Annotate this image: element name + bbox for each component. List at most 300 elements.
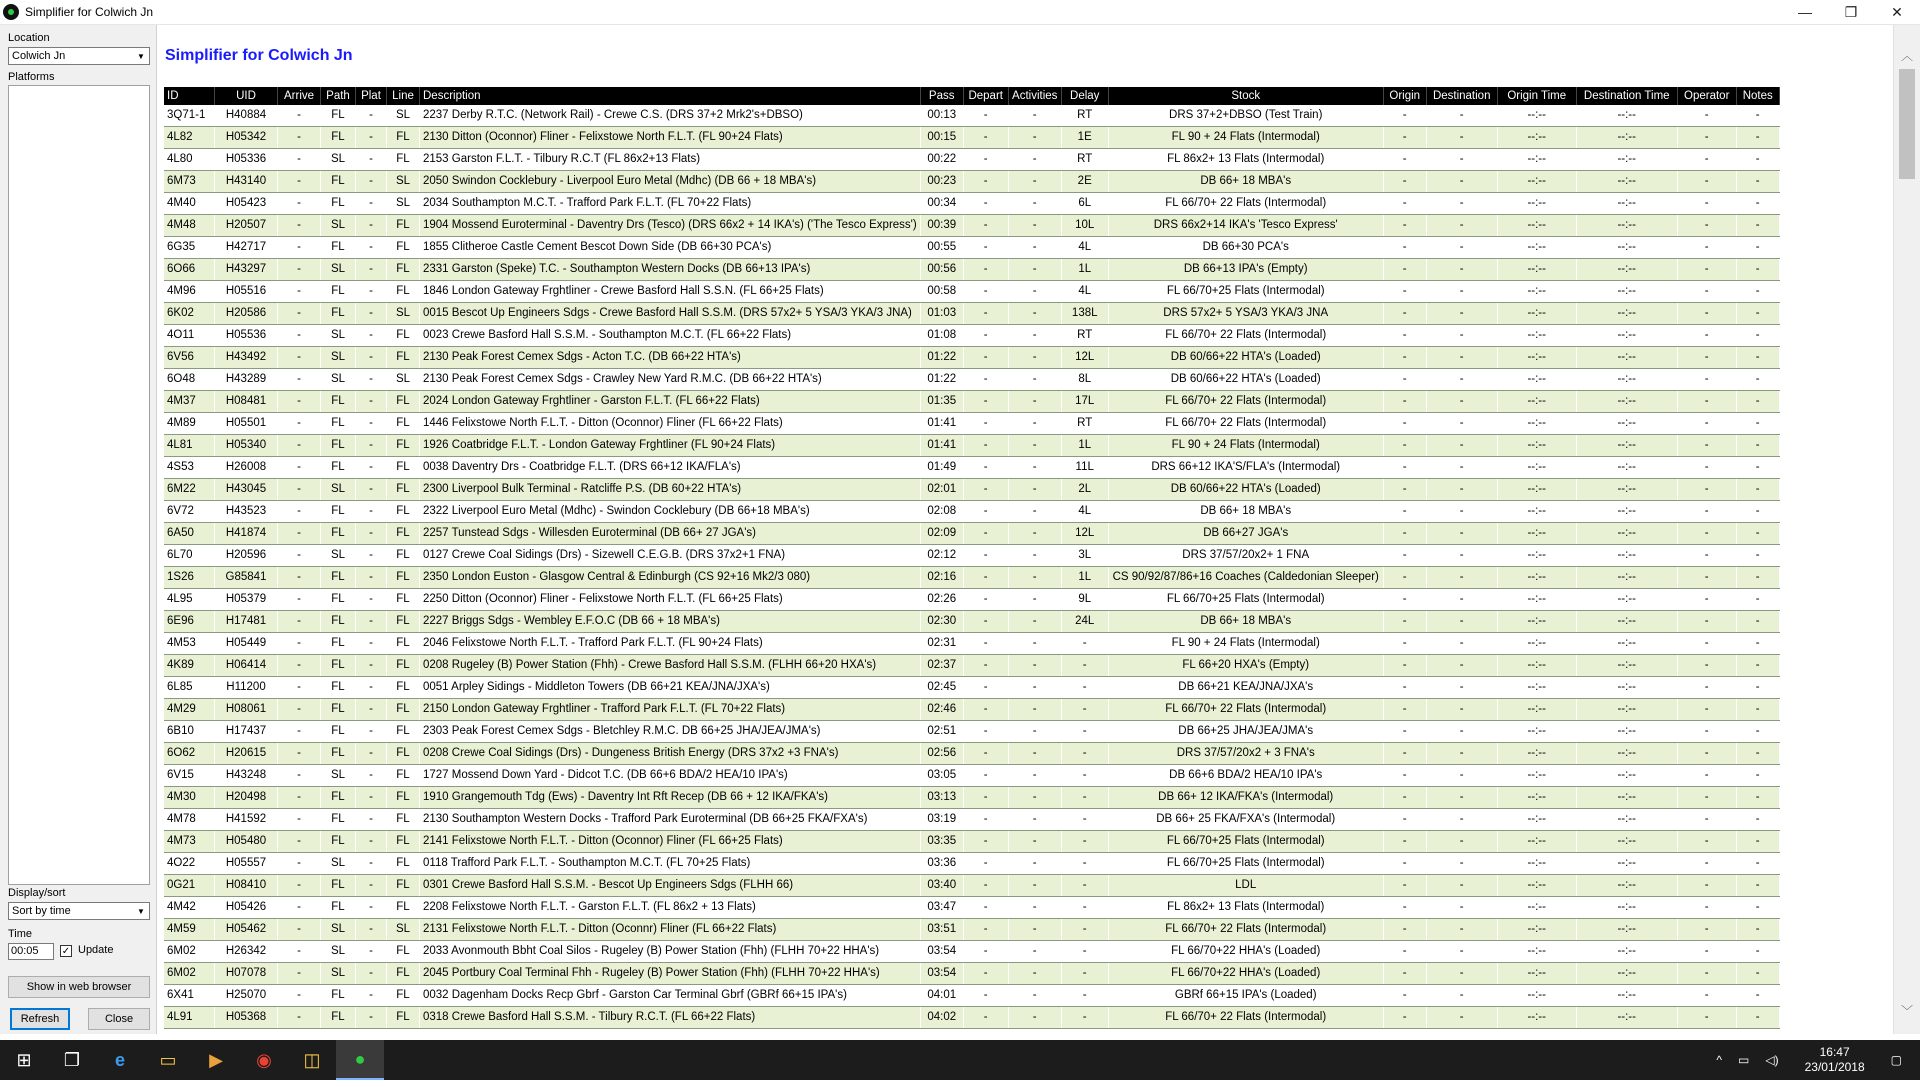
cell-line: FL — [387, 699, 420, 721]
table-row[interactable] — [164, 171, 1779, 193]
cell-description: 2350 London Euston - Glasgow Central & Edinburgh (CS 92+16 Mk2/3 080) — [420, 567, 921, 589]
column-header-origin[interactable]: Origin — [1383, 87, 1426, 105]
cell-arrive: - — [278, 699, 321, 721]
cell-notes: - — [1736, 831, 1779, 853]
cell-pass: 01:08 — [920, 325, 963, 347]
cell-operator: - — [1677, 369, 1736, 391]
cell-path: FL — [321, 655, 356, 677]
cell-operator: - — [1677, 633, 1736, 655]
cell-arrive: - — [278, 523, 321, 545]
minimize-button[interactable]: — — [1798, 4, 1812, 20]
cell-destination: - — [1426, 853, 1497, 875]
chevron-down-icon[interactable]: ▼ — [137, 51, 145, 61]
column-header-destination[interactable]: Destination — [1426, 87, 1497, 105]
cell-depart: - — [963, 435, 1008, 457]
cell-activities: - — [1008, 831, 1061, 853]
refresh-button[interactable]: Refresh — [10, 1008, 70, 1030]
cell-destination-time: --:-- — [1576, 369, 1677, 391]
cell-depart: - — [963, 259, 1008, 281]
table-row[interactable] — [164, 413, 1779, 435]
cell-origin-time: --:-- — [1497, 677, 1576, 699]
table-row[interactable] — [164, 105, 1779, 127]
cell-pass: 02:56 — [920, 743, 963, 765]
cell-origin: - — [1383, 655, 1426, 677]
edge-browser-icon[interactable]: e — [114, 1049, 125, 1070]
cell-plat: - — [356, 611, 387, 633]
cell-origin-time: --:-- — [1497, 369, 1576, 391]
table-row[interactable] — [164, 567, 1779, 589]
cell-pass: 01:22 — [920, 347, 963, 369]
cell-depart: - — [963, 787, 1008, 809]
cell-uid: H26342 — [215, 941, 278, 963]
cell-line: FL — [387, 215, 420, 237]
notifications-icon[interactable]: ▢ — [1890, 1053, 1902, 1067]
cell-operator: - — [1677, 303, 1736, 325]
window-controls — [1782, 0, 1920, 24]
cell-origin: - — [1383, 435, 1426, 457]
cell-destination-time: --:-- — [1576, 787, 1677, 809]
cell-pass: 02:08 — [920, 501, 963, 523]
chevron-down-icon[interactable]: ▼ — [137, 906, 145, 916]
column-header-activities[interactable]: Activities — [1008, 87, 1061, 105]
cell-activities: - — [1008, 215, 1061, 237]
cell-activities: - — [1008, 985, 1061, 1007]
cell-destination-time: --:-- — [1576, 611, 1677, 633]
cell-destination-time: --:-- — [1576, 875, 1677, 897]
cell-line: FL — [387, 413, 420, 435]
cell-arrive: - — [278, 237, 321, 259]
cell-id: 4M89 — [164, 413, 215, 435]
cell-origin-time: --:-- — [1497, 941, 1576, 963]
cell-delay: - — [1061, 699, 1108, 721]
cell-stock: DB 66+13 IPA's (Empty) — [1108, 259, 1383, 281]
cell-origin-time: --:-- — [1497, 171, 1576, 193]
table-row[interactable] — [164, 457, 1779, 479]
cell-plat: - — [356, 743, 387, 765]
tray-chevron-icon[interactable]: ^ — [1716, 1053, 1723, 1067]
cell-line: FL — [387, 545, 420, 567]
cell-depart: - — [963, 633, 1008, 655]
cell-uid: H05557 — [215, 853, 278, 875]
cell-operator: - — [1677, 479, 1736, 501]
table-body — [164, 105, 1779, 1029]
cell-origin: - — [1383, 501, 1426, 523]
cell-path: SL — [321, 259, 356, 281]
cell-description: 1904 Mossend Euroterminal - Daventry Drs (Tesco) (DRS 66x2 + 14 IKA's) ('The Tesco Express') — [420, 215, 921, 237]
cell-line: FL — [387, 325, 420, 347]
scrollbar-thumb[interactable] — [1899, 69, 1915, 179]
table-row[interactable] — [164, 633, 1779, 655]
cell-plat: - — [356, 809, 387, 831]
cell-operator: - — [1677, 127, 1736, 149]
cell-uid: H08410 — [215, 875, 278, 897]
show-in-web-browser-button[interactable]: Show in web browser — [8, 976, 150, 998]
column-header-notes[interactable]: Notes — [1736, 87, 1779, 105]
cell-plat: - — [356, 215, 387, 237]
table-row[interactable] — [164, 237, 1779, 259]
table-row[interactable] — [164, 259, 1779, 281]
cell-destination-time: --:-- — [1576, 501, 1677, 523]
table-row[interactable] — [164, 963, 1779, 985]
cell-activities: - — [1008, 699, 1061, 721]
cell-stock: DB 60/66+22 HTA's (Loaded) — [1108, 479, 1383, 501]
cell-activities: - — [1008, 787, 1061, 809]
cell-destination-time: --:-- — [1576, 699, 1677, 721]
location-select[interactable] — [8, 47, 150, 65]
column-header-arrive[interactable]: Arrive — [278, 87, 321, 105]
platforms-list[interactable] — [8, 85, 150, 885]
cell-delay: 6L — [1061, 193, 1108, 215]
table-row[interactable] — [164, 611, 1779, 633]
windows-start-icon[interactable]: ⊞ — [16, 1049, 32, 1070]
table-row[interactable] — [164, 303, 1779, 325]
cell-operator: - — [1677, 523, 1736, 545]
cell-origin-time: --:-- — [1497, 765, 1576, 787]
location-label: Location — [8, 32, 50, 44]
cell-line: SL — [387, 303, 420, 325]
cell-origin: - — [1383, 941, 1426, 963]
cell-destination: - — [1426, 963, 1497, 985]
cell-destination-time: --:-- — [1576, 963, 1677, 985]
cell-pass: 02:31 — [920, 633, 963, 655]
cell-origin-time: --:-- — [1497, 567, 1576, 589]
table-row[interactable] — [164, 787, 1779, 809]
cell-operator: - — [1677, 765, 1736, 787]
cell-description: 0318 Crewe Basford Hall S.S.M. - Tilbury R.C.T. (FL 66+22 Flats) — [420, 1007, 921, 1029]
cell-pass: 02:37 — [920, 655, 963, 677]
cell-origin-time: --:-- — [1497, 963, 1576, 985]
cell-origin: - — [1383, 105, 1426, 127]
cell-origin-time: --:-- — [1497, 743, 1576, 765]
cell-depart: - — [963, 215, 1008, 237]
cell-destination: - — [1426, 743, 1497, 765]
cell-pass: 01:41 — [920, 413, 963, 435]
cell-notes: - — [1736, 347, 1779, 369]
column-header-uid[interactable]: UID — [215, 87, 278, 105]
column-header-origin-time[interactable]: Origin Time — [1497, 87, 1576, 105]
cell-description: 1855 Clitheroe Castle Cement Bescot Down Side (DB 66+30 PCA's) — [420, 237, 921, 259]
cell-stock: DB 66+6 BDA/2 HEA/10 IPA's — [1108, 765, 1383, 787]
column-header-operator[interactable]: Operator — [1677, 87, 1736, 105]
cell-destination: - — [1426, 589, 1497, 611]
cell-line: FL — [387, 149, 420, 171]
cell-destination: - — [1426, 787, 1497, 809]
cell-origin: - — [1383, 149, 1426, 171]
cell-activities: - — [1008, 721, 1061, 743]
cell-line: FL — [387, 633, 420, 655]
cell-delay: - — [1061, 633, 1108, 655]
vertical-scrollbar[interactable] — [1893, 25, 1920, 1034]
cell-origin: - — [1383, 963, 1426, 985]
cell-origin-time: --:-- — [1497, 721, 1576, 743]
column-header-depart[interactable]: Depart — [963, 87, 1008, 105]
table-row[interactable] — [164, 391, 1779, 413]
cell-path: FL — [321, 435, 356, 457]
column-header-plat[interactable]: Plat — [356, 87, 387, 105]
update-checkbox[interactable]: ✓ — [61, 946, 71, 957]
cell-id: 4M29 — [164, 699, 215, 721]
cell-depart: - — [963, 105, 1008, 127]
table-row[interactable] — [164, 677, 1779, 699]
cell-path: FL — [321, 721, 356, 743]
cell-notes: - — [1736, 941, 1779, 963]
cell-stock: FL 66/70+ 22 Flats (Intermodal) — [1108, 1007, 1383, 1029]
cell-notes: - — [1736, 413, 1779, 435]
cell-path: FL — [321, 523, 356, 545]
table-row[interactable] — [164, 1007, 1779, 1029]
table-row[interactable] — [164, 479, 1779, 501]
cell-description: 2303 Peak Forest Cemex Sdgs - Bletchley R.M.C. DB 66+25 JHA/JEA/JMA's) — [420, 721, 921, 743]
cell-destination: - — [1426, 567, 1497, 589]
cell-pass: 03:40 — [920, 875, 963, 897]
cell-path: FL — [321, 875, 356, 897]
table-row[interactable] — [164, 699, 1779, 721]
cell-destination-time: --:-- — [1576, 171, 1677, 193]
cell-origin-time: --:-- — [1497, 501, 1576, 523]
media-player-icon[interactable]: ▶ — [209, 1049, 223, 1070]
network-icon[interactable]: ▭ — [1738, 1053, 1750, 1067]
column-header-stock[interactable]: Stock — [1108, 87, 1383, 105]
table-row[interactable] — [164, 831, 1779, 853]
column-header-line[interactable]: Line — [387, 87, 420, 105]
cell-description: 2033 Avonmouth Bbht Coal Silos - Rugeley (B) Power Station (Fhh) (FLHH 70+22 HHA's) — [420, 941, 921, 963]
cell-origin: - — [1383, 545, 1426, 567]
chrome-icon[interactable]: ◉ — [256, 1049, 272, 1070]
cell-pass: 01:35 — [920, 391, 963, 413]
column-header-destination-time[interactable]: Destination Time — [1576, 87, 1677, 105]
cell-description: 1846 London Gateway Frghtliner - Crewe Basford Hall S.S.N. (FL 66+25 Flats) — [420, 281, 921, 303]
cell-id: 6V56 — [164, 347, 215, 369]
table-row[interactable] — [164, 369, 1779, 391]
cell-stock: DB 66+27 JGA's — [1108, 523, 1383, 545]
store-icon[interactable]: ◫ — [303, 1049, 321, 1070]
cell-path: FL — [321, 127, 356, 149]
cell-pass: 04:02 — [920, 1007, 963, 1029]
cell-origin-time: --:-- — [1497, 457, 1576, 479]
cell-description: 2130 Peak Forest Cemex Sdgs - Crawley New Yard R.M.C. (DB 66+22 HTA's) — [420, 369, 921, 391]
cell-id: 6X41 — [164, 985, 215, 1007]
cell-notes: - — [1736, 545, 1779, 567]
cell-origin-time: --:-- — [1497, 853, 1576, 875]
cell-id: 6M73 — [164, 171, 215, 193]
cell-activities: - — [1008, 149, 1061, 171]
cell-delay: 11L — [1061, 457, 1108, 479]
table-row[interactable] — [164, 435, 1779, 457]
table-row[interactable] — [164, 809, 1779, 831]
cell-arrive: - — [278, 831, 321, 853]
table-row[interactable] — [164, 655, 1779, 677]
taskbar — [0, 1040, 1920, 1080]
cell-path: SL — [321, 919, 356, 941]
cell-activities: - — [1008, 1007, 1061, 1029]
cell-activities: - — [1008, 677, 1061, 699]
cell-destination: - — [1426, 655, 1497, 677]
cell-depart: - — [963, 303, 1008, 325]
cell-arrive: - — [278, 127, 321, 149]
table-row[interactable] — [164, 853, 1779, 875]
cell-origin: - — [1383, 831, 1426, 853]
cell-activities: - — [1008, 347, 1061, 369]
cell-description: 1727 Mossend Down Yard - Didcot T.C. (DB 66+6 BDA/2 HEA/10 IPA's) — [420, 765, 921, 787]
title-bar — [0, 0, 1920, 25]
cell-destination-time: --:-- — [1576, 831, 1677, 853]
table-row[interactable] — [164, 743, 1779, 765]
cell-origin-time: --:-- — [1497, 897, 1576, 919]
cell-origin: - — [1383, 1007, 1426, 1029]
cell-plat: - — [356, 105, 387, 127]
cell-stock: FL 66/70+ 22 Flats (Intermodal) — [1108, 919, 1383, 941]
time-input[interactable]: 00:05 — [8, 943, 54, 960]
cell-activities: - — [1008, 545, 1061, 567]
cell-origin: - — [1383, 919, 1426, 941]
cell-stock: DB 66+ 18 MBA's — [1108, 171, 1383, 193]
close-window-button[interactable]: ✕ — [1891, 3, 1903, 20]
cell-destination: - — [1426, 105, 1497, 127]
scroll-down-icon[interactable]: ﹀ — [1900, 1003, 1913, 1018]
cell-pass: 00:15 — [920, 127, 963, 149]
table-row[interactable] — [164, 721, 1779, 743]
cell-origin-time: --:-- — [1497, 655, 1576, 677]
cell-plat: - — [356, 325, 387, 347]
cell-destination-time: --:-- — [1576, 391, 1677, 413]
table-row[interactable] — [164, 985, 1779, 1007]
column-header-description[interactable]: Description — [420, 87, 921, 105]
task-view-icon[interactable]: ❐ — [63, 1049, 81, 1070]
cell-plat: - — [356, 193, 387, 215]
cell-plat: - — [356, 171, 387, 193]
cell-plat: - — [356, 897, 387, 919]
cell-destination-time: --:-- — [1576, 259, 1677, 281]
cell-arrive: - — [278, 589, 321, 611]
cell-path: FL — [321, 281, 356, 303]
cell-notes: - — [1736, 677, 1779, 699]
cell-description: 0015 Bescot Up Engineers Sdgs - Crewe Basford Hall S.S.M. (DRS 57x2+ 5 YSA/3 YKA/3 JNA) — [420, 303, 921, 325]
cell-notes: - — [1736, 919, 1779, 941]
cell-origin: - — [1383, 413, 1426, 435]
cell-id: 0G21 — [164, 875, 215, 897]
cell-uid: H43140 — [215, 171, 278, 193]
table-row[interactable] — [164, 875, 1779, 897]
cell-origin: - — [1383, 281, 1426, 303]
cell-notes: - — [1736, 633, 1779, 655]
cell-path: FL — [321, 809, 356, 831]
table-row[interactable] — [164, 215, 1779, 237]
cell-destination: - — [1426, 259, 1497, 281]
table-row[interactable] — [164, 523, 1779, 545]
cell-destination-time: --:-- — [1576, 677, 1677, 699]
cell-origin: - — [1383, 677, 1426, 699]
cell-pass: 02:09 — [920, 523, 963, 545]
cell-id: 6A50 — [164, 523, 215, 545]
cell-description: 2237 Derby R.T.C. (Network Rail) - Crewe C.S. (DRS 37+2 Mrk2's+DBSO) — [420, 105, 921, 127]
table-row[interactable] — [164, 281, 1779, 303]
column-header-path[interactable]: Path — [321, 87, 356, 105]
cell-destination: - — [1426, 633, 1497, 655]
cell-destination-time: --:-- — [1576, 941, 1677, 963]
column-header-delay[interactable]: Delay — [1061, 87, 1108, 105]
scroll-up-icon[interactable]: ︿ — [1900, 48, 1913, 63]
cell-origin: - — [1383, 391, 1426, 413]
cell-operator: - — [1677, 259, 1736, 281]
cell-activities: - — [1008, 897, 1061, 919]
cell-arrive: - — [278, 765, 321, 787]
cell-delay: 2E — [1061, 171, 1108, 193]
cell-depart: - — [963, 809, 1008, 831]
table-row[interactable] — [164, 127, 1779, 149]
cell-description: 1446 Felixstowe North F.L.T. - Ditton (Oconnor) Fliner (FL 66+22 Flats) — [420, 413, 921, 435]
table-row[interactable] — [164, 347, 1779, 369]
table-row[interactable] — [164, 897, 1779, 919]
cell-depart: - — [963, 611, 1008, 633]
cell-notes: - — [1736, 765, 1779, 787]
cell-activities: - — [1008, 479, 1061, 501]
cell-path: FL — [321, 303, 356, 325]
cell-depart: - — [963, 347, 1008, 369]
cell-arrive: - — [278, 721, 321, 743]
table-row[interactable] — [164, 941, 1779, 963]
cell-activities: - — [1008, 655, 1061, 677]
table-row[interactable] — [164, 501, 1779, 523]
cell-delay: 4L — [1061, 237, 1108, 259]
cell-origin: - — [1383, 765, 1426, 787]
cell-plat: - — [356, 963, 387, 985]
cell-path: SL — [321, 941, 356, 963]
table-row[interactable] — [164, 325, 1779, 347]
cell-plat: - — [356, 479, 387, 501]
table-row[interactable] — [164, 919, 1779, 941]
cell-description: 0051 Arpley Sidings - Middleton Towers (DB 66+21 KEA/JNA/JXA's) — [420, 677, 921, 699]
cell-pass: 01:22 — [920, 369, 963, 391]
column-header-pass[interactable]: Pass — [920, 87, 963, 105]
simplifier-app-icon[interactable]: ● — [336, 1040, 384, 1080]
cell-destination-time: --:-- — [1576, 237, 1677, 259]
sort-select[interactable] — [8, 902, 150, 920]
cell-description: 0032 Dagenham Docks Recp Gbrf - Garston Car Terminal Gbrf (GBRf 66+15 IPA's) — [420, 985, 921, 1007]
table-row[interactable] — [164, 193, 1779, 215]
close-button[interactable]: Close — [88, 1008, 150, 1030]
cell-uid: H05426 — [215, 897, 278, 919]
cell-origin: - — [1383, 633, 1426, 655]
cell-uid: H25070 — [215, 985, 278, 1007]
file-explorer-icon[interactable]: ▭ — [159, 1049, 177, 1070]
cell-operator: - — [1677, 611, 1736, 633]
cell-destination: - — [1426, 765, 1497, 787]
cell-notes: - — [1736, 985, 1779, 1007]
cell-origin: - — [1383, 721, 1426, 743]
cell-destination: - — [1426, 1007, 1497, 1029]
restore-button[interactable]: ❐ — [1844, 3, 1858, 20]
table-row[interactable] — [164, 149, 1779, 171]
cell-delay: 4L — [1061, 281, 1108, 303]
cell-operator: - — [1677, 699, 1736, 721]
table-row[interactable] — [164, 765, 1779, 787]
column-header-id[interactable]: ID — [164, 87, 215, 105]
cell-destination-time: --:-- — [1576, 765, 1677, 787]
volume-icon[interactable]: ◁) — [1765, 1053, 1779, 1067]
cell-id: 6V72 — [164, 501, 215, 523]
cell-stock: DB 60/66+22 HTA's (Loaded) — [1108, 347, 1383, 369]
clock[interactable] — [1805, 1045, 1865, 1075]
cell-activities: - — [1008, 523, 1061, 545]
cell-uid: H20586 — [215, 303, 278, 325]
cell-activities: - — [1008, 941, 1061, 963]
table-row[interactable] — [164, 589, 1779, 611]
cell-pass: 02:51 — [920, 721, 963, 743]
table-row[interactable] — [164, 545, 1779, 567]
cell-depart: - — [963, 237, 1008, 259]
cell-plat: - — [356, 567, 387, 589]
cell-operator: - — [1677, 853, 1736, 875]
